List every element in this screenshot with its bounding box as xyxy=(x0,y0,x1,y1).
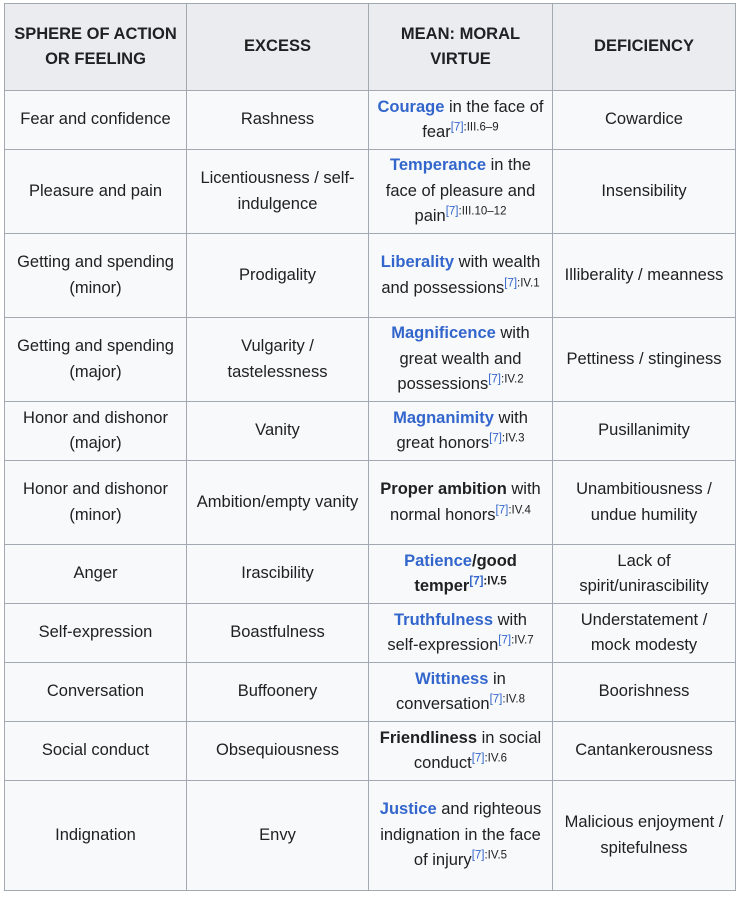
excess-cell: Buffoonery xyxy=(187,663,369,722)
citation xyxy=(488,374,523,386)
citation xyxy=(472,850,507,862)
deficiency-cell: Lack of spirit/unirascibility xyxy=(553,545,736,604)
excess-cell: Prodigality xyxy=(187,234,369,318)
sphere-cell: Social conduct xyxy=(5,722,187,781)
citation-page: :IV.5 xyxy=(484,849,508,862)
sphere-cell: Conversation xyxy=(5,663,187,722)
excess-cell: Vanity xyxy=(187,402,369,461)
virtue-description: /good temper$^{[7]:IV.5}$ xyxy=(414,551,517,595)
virtue-description: in social conduct xyxy=(413,728,542,772)
deficiency-cell: Pettiness / stinginess xyxy=(553,318,736,402)
virtue-cell xyxy=(369,91,553,150)
sphere-cell: Anger xyxy=(5,545,187,604)
virtue-cell xyxy=(369,402,553,461)
table-row xyxy=(5,604,736,663)
deficiency-cell: Malicious enjoyment / spitefulness xyxy=(553,781,736,891)
virtue-link[interactable]: Patience xyxy=(404,551,472,570)
table-row xyxy=(5,663,736,722)
citation-link[interactable]: [7] xyxy=(469,575,484,588)
sphere-cell: Honor and dishonor (major) xyxy=(5,402,187,461)
table-row xyxy=(5,234,736,318)
virtue-name: Proper ambition xyxy=(380,480,507,498)
excess-cell: Irascibility xyxy=(187,545,369,604)
sphere-cell: Self-expression xyxy=(5,604,187,663)
deficiency-cell: Illiberality / meanness xyxy=(553,234,736,318)
deficiency-cell: Boorishness xyxy=(553,663,736,722)
virtue-description: in the face of pleasure and pain xyxy=(385,156,536,226)
citation-page: :IV.5 xyxy=(483,575,507,588)
virtue-link[interactable]: Truthfulness xyxy=(394,610,494,629)
citation xyxy=(504,277,539,289)
citation-link[interactable]: [7] xyxy=(450,121,464,134)
citation xyxy=(489,433,524,445)
citation-link[interactable]: [7] xyxy=(489,693,503,706)
citation-link[interactable]: [7] xyxy=(495,504,509,516)
excess-cell: Licentiousness / self-indulgence xyxy=(187,150,369,234)
excess-cell: Boastfulness xyxy=(187,604,369,663)
header-mean: MEAN: MORAL VIRTUE xyxy=(369,4,553,91)
citation xyxy=(451,122,499,134)
sphere-cell: Pleasure and pain xyxy=(5,150,187,234)
table-row xyxy=(5,461,736,545)
citation xyxy=(490,694,525,706)
citation-page: :IV.4 xyxy=(508,504,531,516)
table-row xyxy=(5,722,736,781)
virtue-description: and righteous indignation in the face of injury xyxy=(380,800,542,870)
virtues-table xyxy=(4,3,736,891)
virtue-cell xyxy=(369,461,553,545)
virtue-cell xyxy=(369,604,553,663)
citation xyxy=(496,504,531,516)
virtue-cell xyxy=(369,663,553,722)
table-row xyxy=(5,781,736,891)
sphere-cell: Getting and spending (minor) xyxy=(5,234,187,318)
citation-link[interactable]: [7] xyxy=(498,634,512,647)
virtue-cell xyxy=(369,150,553,234)
virtue-cell xyxy=(369,545,553,604)
virtue-cell xyxy=(369,781,553,891)
virtue-link[interactable]: Magnanimity xyxy=(393,408,494,427)
citation xyxy=(472,753,507,765)
virtue-description: with normal honors xyxy=(390,480,541,524)
virtue-description: with great honors xyxy=(396,408,528,452)
table-row xyxy=(5,150,736,234)
excess-cell: Obsequiousness xyxy=(187,722,369,781)
citation-page: :IV.8 xyxy=(502,693,525,706)
virtue-description: with self-expression xyxy=(387,610,527,654)
deficiency-cell: Pusillanimity xyxy=(553,402,736,461)
citation-page: :IV.1 xyxy=(517,277,540,289)
citation-link[interactable]: [7] xyxy=(488,373,501,386)
deficiency-cell: Unambitiousness / undue humility xyxy=(553,461,736,545)
citation-link[interactable]: [7] xyxy=(471,752,485,765)
citation-page: :IV.7 xyxy=(511,634,534,647)
deficiency-cell: Cantankerousness xyxy=(553,722,736,781)
citation-link[interactable]: [7] xyxy=(489,432,502,445)
citation-page: :III.6–9 xyxy=(463,121,499,134)
citation-link[interactable]: [7] xyxy=(471,849,485,862)
citation-page: :IV.2 xyxy=(501,373,524,386)
virtue-link[interactable]: Magnificence xyxy=(391,324,496,343)
table-row xyxy=(5,402,736,461)
virtue-description: with great wealth and possessions xyxy=(397,324,530,394)
citation-link[interactable]: [7] xyxy=(504,277,518,289)
virtue-name: Friendliness xyxy=(379,728,477,747)
header-deficiency: DEFICIENCY xyxy=(553,4,736,91)
table-row xyxy=(5,91,736,150)
deficiency-cell: Understatement / mock modesty xyxy=(553,604,736,663)
citation-link[interactable]: [7] xyxy=(445,205,459,218)
sphere-cell: Honor and dishonor (minor) xyxy=(5,461,187,545)
virtue-link[interactable]: Courage xyxy=(377,97,445,116)
header-row xyxy=(5,4,736,91)
citation xyxy=(446,206,507,218)
virtue-description: in conversation xyxy=(396,669,506,713)
virtue-description: with wealth and possessions xyxy=(381,253,541,297)
virtue-cell xyxy=(369,722,553,781)
header-sphere: SPHERE OF ACTION OR FEELING xyxy=(5,4,187,91)
excess-cell: Envy xyxy=(187,781,369,891)
virtue-link[interactable]: Temperance xyxy=(390,156,487,175)
sphere-cell: Getting and spending (major) xyxy=(5,318,187,402)
excess-cell: Ambition/empty vanity xyxy=(187,461,369,545)
virtue-link[interactable]: Wittiness xyxy=(415,669,489,688)
excess-cell: Vulgarity / tastelessness xyxy=(187,318,369,402)
sphere-cell: Indignation xyxy=(5,781,187,891)
virtue-description: in the face of fear xyxy=(422,97,544,141)
virtue-cell xyxy=(369,234,553,318)
virtue-link[interactable]: Justice xyxy=(379,800,437,819)
table-row xyxy=(5,318,736,402)
sphere-cell: Fear and confidence xyxy=(5,91,187,150)
citation-page: :IV.6 xyxy=(484,752,508,765)
excess-cell: Rashness xyxy=(187,91,369,150)
header-excess: EXCESS xyxy=(187,4,369,91)
deficiency-cell: Insensibility xyxy=(553,150,736,234)
citation-page: :III.10–12 xyxy=(458,205,507,218)
virtue-link[interactable]: Liberality xyxy=(380,253,455,271)
citation xyxy=(469,576,506,588)
virtue-cell xyxy=(369,318,553,402)
table-row xyxy=(5,545,736,604)
deficiency-cell: Cowardice xyxy=(553,91,736,150)
citation-page: :IV.3 xyxy=(501,432,525,445)
citation xyxy=(498,635,533,647)
